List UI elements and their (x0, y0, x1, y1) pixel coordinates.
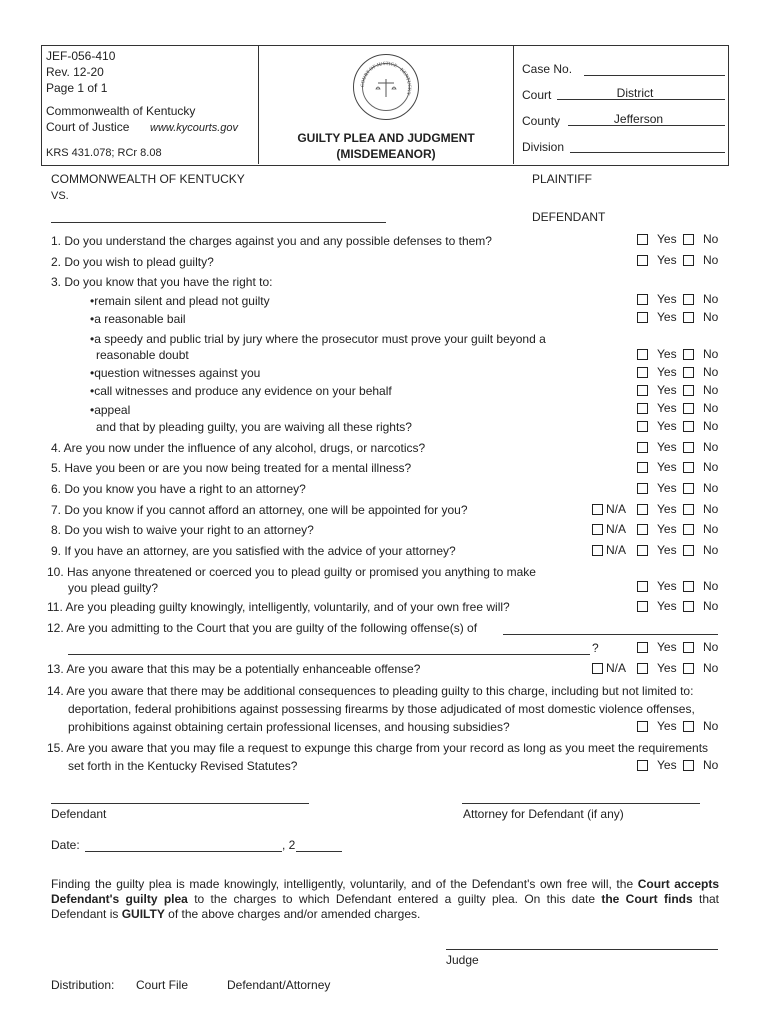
no-label-6: No (703, 365, 719, 379)
offense-field-line1[interactable] (503, 634, 718, 635)
defendant-label: DEFENDANT (532, 210, 606, 224)
date-label: Date: (51, 838, 80, 852)
no-label-20: No (703, 719, 719, 733)
date-year-field[interactable] (296, 851, 342, 852)
yes-label-7: Yes (657, 383, 677, 397)
question-3g: and that by pleading guilty, you are waiving all these rights? (96, 420, 412, 434)
commonwealth-label: Commonwealth of Kentucky (46, 104, 196, 118)
no-checkbox-16[interactable] (683, 581, 694, 592)
na-label-19: N/A (606, 661, 627, 675)
no-checkbox-20[interactable] (683, 721, 694, 732)
yes-checkbox-5[interactable] (637, 349, 648, 360)
finding-paragraph: Finding the guilty plea is made knowingly, intelligently, voluntarily, and of the Defendant's own free will, the Court accepts Defendant's guilty plea to the charges to which Defendant entered a guilty plea. On this date the Court finds that Defendant is GUILTY of the above charges and/or amended charges. (51, 877, 720, 921)
no-label-13: No (703, 502, 719, 516)
yes-checkbox-9[interactable] (637, 421, 648, 432)
court-field[interactable] (557, 86, 725, 100)
form-revision: Rev. 12-20 (46, 65, 104, 79)
yes-checkbox-7[interactable] (637, 385, 648, 396)
attorney-signature-line[interactable] (462, 803, 700, 804)
no-checkbox-3[interactable] (683, 294, 694, 305)
no-checkbox-5[interactable] (683, 349, 694, 360)
question-3: 3. Do you know that you have the right to: (51, 275, 273, 289)
yes-checkbox-15[interactable] (637, 545, 648, 556)
question-3f: •appeal (90, 403, 131, 417)
yes-checkbox-8[interactable] (637, 403, 648, 414)
question-7: 7. Do you know if you cannot afford an attorney, one will be appointed for you? (51, 503, 468, 517)
yes-checkbox-17[interactable] (637, 601, 648, 612)
no-checkbox-15[interactable] (683, 545, 694, 556)
county-value: Jefferson (613, 112, 664, 126)
question-14-line3: prohibitions against obtaining certain professional licenses, and housing subsidies? (68, 720, 510, 734)
form-id: JEF-056-410 (46, 49, 116, 63)
court-of-justice-label: Court of Justice (46, 120, 130, 134)
question-3b: •a reasonable bail (90, 312, 186, 326)
yes-label-13: Yes (657, 502, 677, 516)
defendant-name-field[interactable] (51, 222, 386, 223)
question-4: 4. Are you now under the influence of any alcohol, drugs, or narcotics? (51, 441, 426, 455)
question-8: 8. Do you wish to waive your right to an attorney? (51, 523, 314, 537)
yes-checkbox-16[interactable] (637, 581, 648, 592)
plaintiff-name: COMMONWEALTH OF KENTUCKY (51, 172, 245, 186)
na-label-15: N/A (606, 543, 627, 557)
no-checkbox-19[interactable] (683, 663, 694, 674)
na-checkbox-14[interactable] (592, 524, 603, 535)
offense-field-line2[interactable] (68, 654, 590, 655)
no-checkbox-8[interactable] (683, 403, 694, 414)
no-checkbox-14[interactable] (683, 524, 694, 535)
county-field[interactable] (568, 112, 725, 126)
yes-label-17: Yes (657, 599, 677, 613)
yes-checkbox-14[interactable] (637, 524, 648, 535)
na-label-13: N/A (606, 502, 627, 516)
yes-checkbox-2[interactable] (637, 255, 648, 266)
question-3d: •question witnesses against you (90, 366, 261, 380)
yes-label-6: Yes (657, 365, 677, 379)
court-seal (353, 54, 419, 120)
no-checkbox-6[interactable] (683, 367, 694, 378)
no-label-9: No (703, 419, 719, 433)
no-checkbox-11[interactable] (683, 462, 694, 473)
yes-label-15: Yes (657, 543, 677, 557)
question-14-line2: deportation, federal prohibitions against possessing firearms by those adjudicated of most domestic violence offenses, (68, 702, 695, 716)
date-year-prefix: , 2 (282, 838, 296, 852)
yes-label-20: Yes (657, 719, 677, 733)
case-no-field[interactable] (584, 62, 725, 76)
page-number: Page 1 of 1 (46, 81, 108, 95)
no-label-14: No (703, 522, 719, 536)
no-checkbox-13[interactable] (683, 504, 694, 515)
yes-label-5: Yes (657, 347, 677, 361)
question-15-line2: set forth in the Kentucky Revised Statutes? (68, 759, 298, 773)
yes-checkbox-12[interactable] (637, 483, 648, 494)
form-title-line2: (MISDEMEANOR) (336, 147, 436, 161)
no-checkbox-9[interactable] (683, 421, 694, 432)
no-label-21: No (703, 758, 719, 772)
no-label-8: No (703, 401, 719, 415)
no-label-2: No (703, 253, 719, 267)
yes-checkbox-19[interactable] (637, 663, 648, 674)
question-12-mark: ? (592, 641, 599, 655)
yes-checkbox-20[interactable] (637, 721, 648, 732)
yes-label-3: Yes (657, 292, 677, 306)
question-3c-line1: •a speedy and public trial by jury where the prosecutor must prove your guilt beyond a (90, 332, 546, 346)
court-value: District (616, 86, 654, 100)
no-checkbox-4[interactable] (683, 312, 694, 323)
no-label-16: No (703, 579, 719, 593)
na-checkbox-19[interactable] (592, 663, 603, 674)
yes-checkbox-13[interactable] (637, 504, 648, 515)
judge-signature-line[interactable] (446, 949, 718, 950)
division-field[interactable] (570, 139, 725, 153)
question-9: 9. If you have an attorney, are you satisfied with the advice of your attorney? (51, 544, 456, 558)
question-5: 5. Have you been or are you now being treated for a mental illness? (51, 461, 412, 475)
question-6: 6. Do you know you have a right to an attorney? (51, 482, 306, 496)
no-checkbox-18[interactable] (683, 642, 694, 653)
no-checkbox-1[interactable] (683, 234, 694, 245)
question-1: 1. Do you understand the charges against you and any possible defenses to them? (51, 234, 492, 248)
judge-signature-label: Judge (446, 953, 479, 967)
attorney-signature-label: Attorney for Defendant (if any) (463, 807, 624, 821)
no-checkbox-2[interactable] (683, 255, 694, 266)
question-12: 12. Are you admitting to the Court that you are guilty of the following offense(s) of (47, 621, 478, 635)
yes-checkbox-6[interactable] (637, 367, 648, 378)
date-field[interactable] (85, 851, 282, 852)
na-checkbox-13[interactable] (592, 504, 603, 515)
no-label-4: No (703, 310, 719, 324)
yes-label-2: Yes (657, 253, 677, 267)
no-label-15: No (703, 543, 719, 557)
plaintiff-label: PLAINTIFF (532, 172, 593, 186)
yes-checkbox-18[interactable] (637, 642, 648, 653)
no-checkbox-10[interactable] (683, 442, 694, 453)
no-checkbox-21[interactable] (683, 760, 694, 771)
defendant-signature-line[interactable] (51, 803, 309, 804)
question-13: 13. Are you aware that this may be a potentially enhanceable offense? (47, 662, 421, 676)
yes-checkbox-21[interactable] (637, 760, 648, 771)
yes-label-9: Yes (657, 419, 677, 433)
seal-text: COURT OF JUSTICE · KENTUCKY (360, 61, 412, 96)
no-checkbox-7[interactable] (683, 385, 694, 396)
no-label-18: No (703, 640, 719, 654)
no-label-1: No (703, 232, 719, 246)
no-label-17: No (703, 599, 719, 613)
question-2: 2. Do you wish to plead guilty? (51, 255, 214, 269)
yes-label-16: Yes (657, 579, 677, 593)
no-label-5: No (703, 347, 719, 361)
yes-label-8: Yes (657, 401, 677, 415)
yes-checkbox-10[interactable] (637, 442, 648, 453)
distribution-label: Distribution: (51, 978, 115, 992)
no-checkbox-12[interactable] (683, 483, 694, 494)
no-label-11: No (703, 460, 719, 474)
question-11: 11. Are you pleading guilty knowingly, intelligently, voluntarily, and of your own free will? (47, 600, 510, 614)
no-label-12: No (703, 481, 719, 495)
distribution-defendant-attorney: Defendant/Attorney (227, 978, 331, 992)
yes-label-18: Yes (657, 640, 677, 654)
question-3c-line2: reasonable doubt (96, 348, 189, 362)
yes-label-21: Yes (657, 758, 677, 772)
statute-reference: KRS 431.078; RCr 8.08 (46, 147, 162, 159)
question-3e: •call witnesses and produce any evidence on your behalf (90, 384, 392, 398)
website-link[interactable]: www.kycourts.gov (150, 122, 239, 134)
yes-checkbox-3[interactable] (637, 294, 648, 305)
na-checkbox-15[interactable] (592, 545, 603, 556)
division-label: Division (522, 140, 565, 154)
na-label-14: N/A (606, 522, 627, 536)
defendant-signature-label: Defendant (51, 807, 107, 821)
no-label-19: No (703, 661, 719, 675)
question-3a: •remain silent and plead not guilty (90, 294, 270, 308)
question-10-line1: 10. Has anyone threatened or coerced you to plead guilty or promised you anything to make (47, 565, 536, 579)
no-checkbox-17[interactable] (683, 601, 694, 612)
yes-label-10: Yes (657, 440, 677, 454)
county-label: County (522, 114, 561, 128)
yes-checkbox-4[interactable] (637, 312, 648, 323)
yes-label-12: Yes (657, 481, 677, 495)
versus-label: VS. (51, 190, 69, 202)
distribution-court-file: Court File (136, 978, 189, 992)
yes-label-11: Yes (657, 460, 677, 474)
yes-label-19: Yes (657, 661, 677, 675)
no-label-10: No (703, 440, 719, 454)
yes-label-4: Yes (657, 310, 677, 324)
no-label-3: No (703, 292, 719, 306)
question-15-line1: 15. Are you aware that you may file a request to expunge this charge from your record as long as you meet the requirements (47, 741, 709, 755)
court-label: Court (522, 88, 552, 102)
yes-checkbox-1[interactable] (637, 234, 648, 245)
question-10-line2: you plead guilty? (68, 581, 159, 595)
yes-label-1: Yes (657, 232, 677, 246)
no-label-7: No (703, 383, 719, 397)
case-no-label: Case No. (522, 62, 573, 76)
yes-checkbox-11[interactable] (637, 462, 648, 473)
question-14-line1: 14. Are you aware that there may be additional consequences to pleading guilty to this charge, including but not limited to: (47, 684, 694, 698)
form-title-line1: GUILTY PLEA AND JUDGMENT (297, 131, 475, 145)
yes-label-14: Yes (657, 522, 677, 536)
